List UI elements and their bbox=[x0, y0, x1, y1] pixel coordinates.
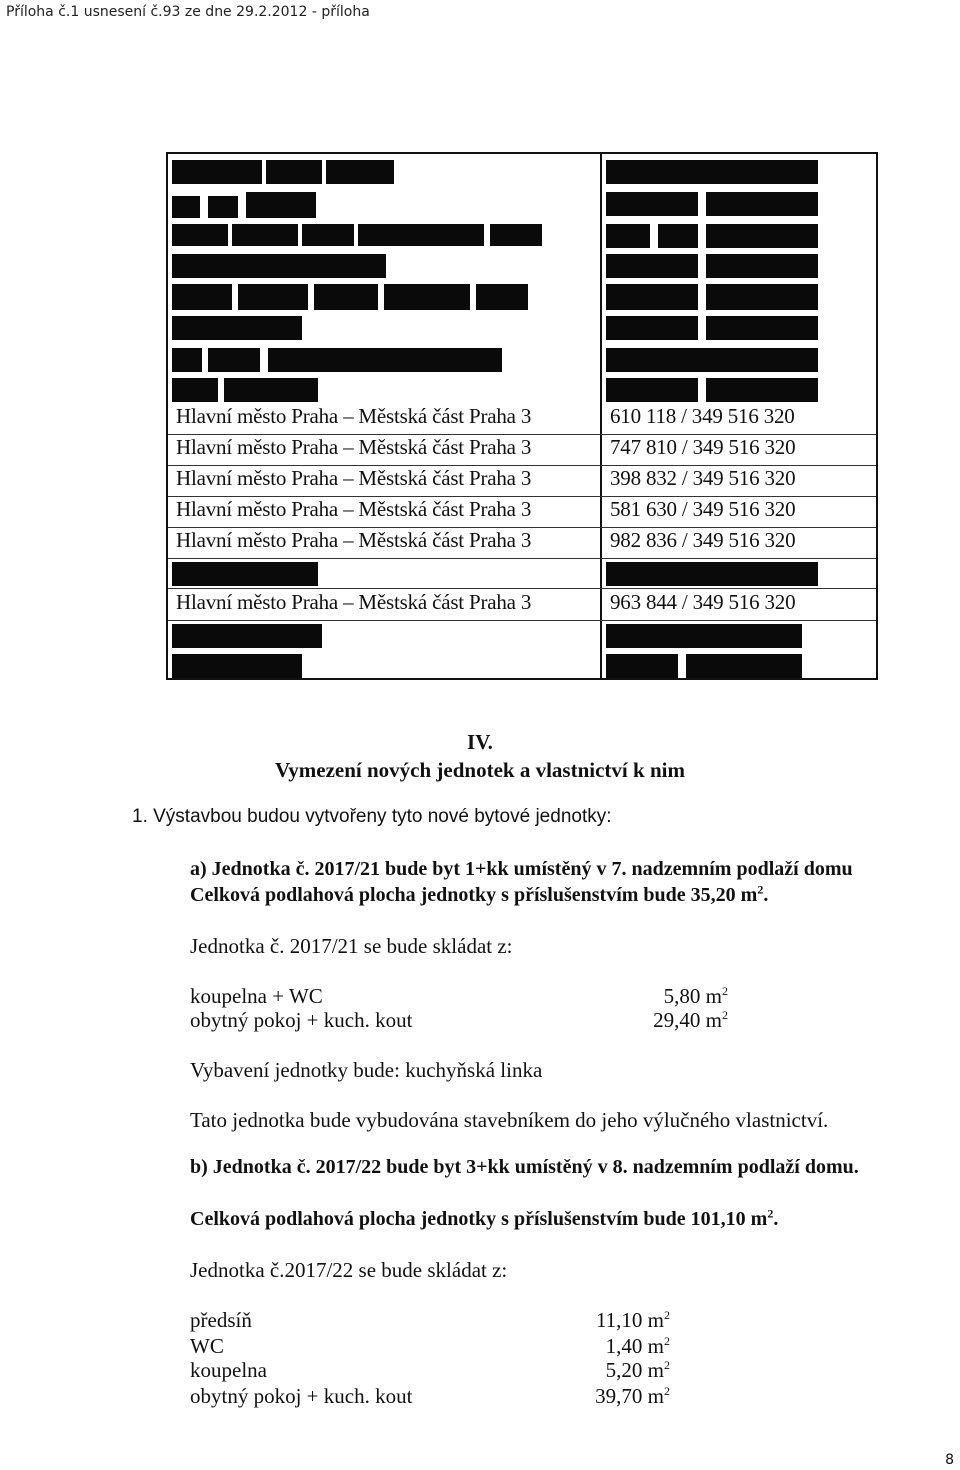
room-name: WC bbox=[190, 1334, 224, 1358]
room-area: 39,70 $m^2$ bbox=[595, 1384, 670, 1408]
row-divider bbox=[168, 588, 876, 589]
room-name: předsíň bbox=[190, 1308, 252, 1332]
page-number: 8 bbox=[945, 1452, 954, 1468]
redacted-block bbox=[358, 224, 484, 246]
redacted-block bbox=[606, 624, 802, 648]
redacted-block bbox=[232, 224, 298, 246]
redacted-block bbox=[266, 160, 322, 184]
redacted-block bbox=[606, 160, 818, 184]
redacted-block bbox=[706, 254, 818, 278]
redacted-block bbox=[246, 192, 316, 218]
owner-name: Hlavní město Praha – Městská část Praha 3 bbox=[176, 435, 532, 459]
ownership-share: 398 832 / 349 516 320 bbox=[610, 466, 796, 490]
redacted-block bbox=[706, 192, 818, 216]
redacted-block bbox=[706, 378, 818, 402]
redacted-block bbox=[606, 378, 698, 402]
redacted-block bbox=[172, 224, 228, 246]
redacted-block bbox=[172, 254, 386, 278]
redacted-block bbox=[208, 196, 238, 218]
room-area: 5,20 $m^2$ bbox=[605, 1358, 670, 1382]
row-divider bbox=[168, 620, 876, 621]
redacted-block bbox=[706, 224, 818, 248]
section-title: Vymezení nových jednotek a vlastnictví k nim bbox=[275, 758, 685, 782]
redacted-block bbox=[606, 316, 698, 340]
redacted-block bbox=[706, 284, 818, 310]
redacted-block bbox=[658, 224, 698, 248]
redacted-block bbox=[606, 224, 650, 248]
redacted-block bbox=[238, 284, 308, 310]
redacted-block bbox=[384, 284, 470, 310]
redacted-block bbox=[172, 196, 200, 218]
redacted-block bbox=[326, 160, 394, 184]
unit-a-composition: Jednotka č. 2017/21 se bude skládat z: bbox=[190, 934, 513, 958]
redacted-block bbox=[208, 348, 260, 372]
list-item-1: 1. Výstavbou budou vytvořeny tyto nové bytové jednotky: bbox=[132, 806, 612, 827]
ownership-share: 747 810 / 349 516 320 bbox=[610, 435, 796, 459]
redacted-block bbox=[686, 654, 802, 678]
unit-a-ownership: Tato jednotka bude vybudována stavebníkem do jeho výlučného vlastnictví. bbox=[190, 1108, 829, 1132]
redacted-block bbox=[606, 562, 818, 586]
redacted-block bbox=[706, 316, 818, 340]
redacted-block bbox=[268, 348, 502, 372]
ownership-share: 963 844 / 349 516 320 bbox=[610, 590, 796, 614]
ownership-share: 581 630 / 349 516 320 bbox=[610, 497, 796, 521]
row-divider bbox=[168, 558, 876, 559]
unit-a-heading: a) Jednotka č. 2017/21 bude byt 1+kk umístěný v 7. nadzemním podlaží domu bbox=[190, 858, 853, 880]
room-name: obytný pokoj + kuch. kout bbox=[190, 1008, 413, 1032]
redacted-block bbox=[172, 316, 302, 340]
redacted-block bbox=[606, 348, 818, 372]
column-divider bbox=[600, 154, 602, 678]
redacted-block bbox=[606, 192, 698, 216]
redacted-block bbox=[172, 160, 262, 184]
owner-name: Hlavní město Praha – Městská část Praha 3 bbox=[176, 528, 532, 552]
owner-name: Hlavní město Praha – Městská část Praha 3 bbox=[176, 497, 532, 521]
redacted-block bbox=[172, 378, 218, 402]
ownership-table bbox=[166, 152, 878, 680]
room-name: koupelna bbox=[190, 1358, 267, 1382]
ownership-share: 982 836 / 349 516 320 bbox=[610, 528, 796, 552]
redacted-block bbox=[476, 284, 528, 310]
document-header: Příloha č.1 usnesení č.93 ze dne 29.2.2012 - příloha bbox=[6, 4, 370, 20]
redacted-block bbox=[172, 624, 322, 648]
room-area: 29,40 $m^2$ bbox=[653, 1008, 728, 1032]
room-name: obytný pokoj + kuch. kout bbox=[190, 1384, 413, 1408]
owner-name: Hlavní město Praha – Městská část Praha 3 bbox=[176, 404, 532, 428]
redacted-block bbox=[224, 378, 318, 402]
redacted-block bbox=[172, 348, 202, 372]
redacted-block bbox=[606, 654, 678, 678]
redacted-block bbox=[606, 254, 698, 278]
ownership-share: 610 118 / 349 516 320 bbox=[610, 404, 795, 428]
owner-name: Hlavní město Praha – Městská část Praha 3 bbox=[176, 466, 532, 490]
section-number: IV. bbox=[467, 730, 493, 754]
redacted-block bbox=[606, 284, 698, 310]
unit-a-equipment: Vybavení jednotky bude: kuchyňská linka bbox=[190, 1058, 543, 1082]
redacted-block bbox=[314, 284, 378, 310]
unit-a-total-area: Celková podlahová plocha jednotky s příslušenstvím bude 35,20 $m^2$. bbox=[190, 882, 769, 906]
redacted-block bbox=[172, 654, 302, 678]
room-area: 5,80 $m^2$ bbox=[663, 984, 728, 1008]
redacted-block bbox=[302, 224, 354, 246]
room-name: koupelna + WC bbox=[190, 984, 323, 1008]
unit-b-heading: b) Jednotka č. 2017/22 bude byt 3+kk umístěný v 8. nadzemním podlaží domu. bbox=[190, 1156, 859, 1178]
redacted-block bbox=[172, 562, 318, 586]
redacted-block bbox=[172, 284, 232, 310]
room-area: 11,10 $m^2$ bbox=[595, 1308, 670, 1332]
unit-b-composition: Jednotka č.2017/22 se bude skládat z: bbox=[190, 1258, 508, 1282]
room-area: 1,40 $m^2$ bbox=[605, 1334, 670, 1358]
owner-name: Hlavní město Praha – Městská část Praha 3 bbox=[176, 590, 532, 614]
unit-b-total-area: Celková podlahová plocha jednotky s příslušenstvím bude 101,10 $m^2$. bbox=[190, 1206, 779, 1230]
redacted-block bbox=[490, 224, 542, 246]
